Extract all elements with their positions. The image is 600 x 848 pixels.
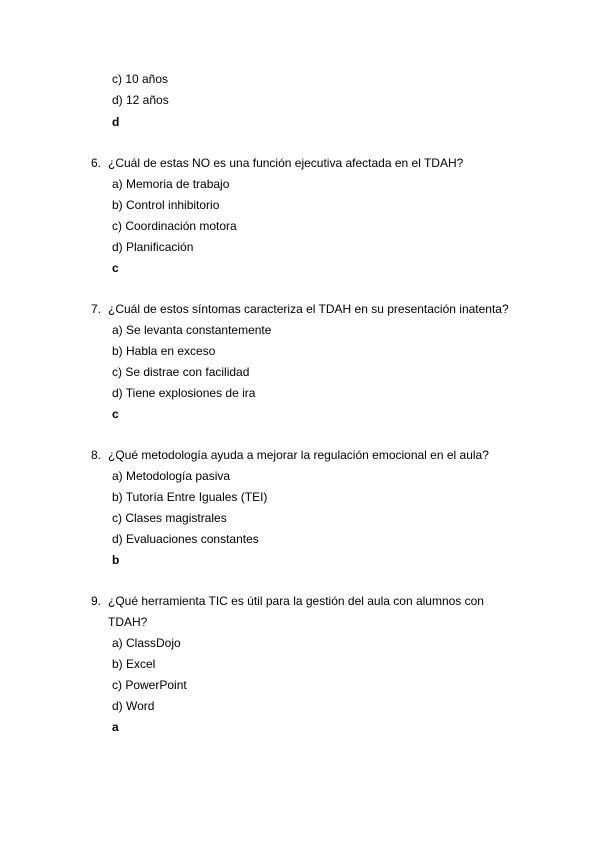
option-line: c) Se distrae con facilidad — [112, 365, 250, 379]
answer-key: c — [112, 407, 119, 421]
question-number: 9. — [91, 594, 102, 608]
option-line: c) Clases magistrales — [112, 511, 227, 525]
option-line: b) Tutoría Entre Iguales (TEI) — [112, 490, 268, 504]
option-line: d) 12 años — [112, 93, 169, 107]
question-number: 7. — [91, 302, 102, 316]
option-line: a) Se levanta constantemente — [112, 323, 272, 337]
question-number: 8. — [91, 448, 102, 462]
question-text: ¿Qué metodología ayuda a mejorar la regulación emocional en el aula? — [108, 448, 489, 462]
question-text-continuation: TDAH? — [108, 615, 148, 629]
option-line: a) ClassDojo — [112, 636, 181, 650]
answer-key: a — [112, 720, 119, 734]
question-text: ¿Cuál de estas NO es una función ejecutiva afectada en el TDAH? — [108, 156, 464, 170]
option-line: a) Metodología pasiva — [112, 469, 231, 483]
answer-key: b — [112, 553, 120, 567]
option-line: b) Habla en exceso — [112, 344, 216, 358]
answer-key: d — [112, 115, 120, 129]
option-line: b) Excel — [112, 657, 156, 671]
option-line: d) Planificación — [112, 240, 194, 254]
option-line: d) Tiene explosiones de ira — [112, 386, 256, 400]
option-line: a) Memoria de trabajo — [112, 177, 230, 191]
answer-key: c — [112, 261, 119, 275]
option-line: c) Coordinación motora — [112, 219, 237, 233]
option-line: d) Word — [112, 699, 155, 713]
question-text: ¿Cuál de estos síntomas caracteriza el TDAH en su presentación inatenta? — [108, 302, 509, 316]
option-line: c) PowerPoint — [112, 678, 187, 692]
option-line: d) Evaluaciones constantes — [112, 532, 259, 546]
option-line: c) 10 años — [112, 72, 169, 86]
question-number: 6. — [91, 156, 102, 170]
question-text: ¿Qué herramienta TIC es útil para la gestión del aula con alumnos con — [108, 594, 484, 608]
option-line: b) Control inhibitorio — [112, 198, 220, 212]
